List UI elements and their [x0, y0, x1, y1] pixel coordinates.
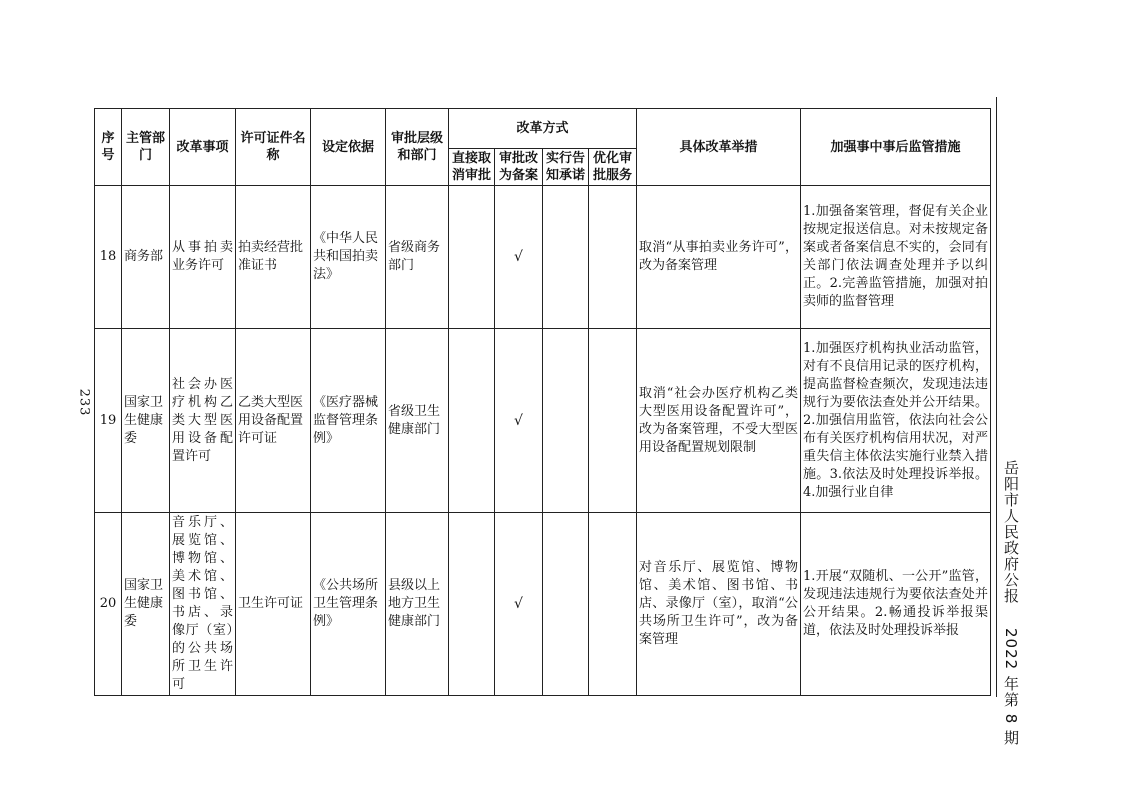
row-method-notify: [543, 186, 589, 329]
row-method-cancel: [449, 186, 495, 329]
journal-header: [1000, 460, 1022, 746]
row-level: 省级商务部门: [386, 186, 449, 329]
journal-title: 岳阳市人民政府公报: [1002, 460, 1020, 604]
row-seq: 19: [95, 329, 122, 513]
page-number: 233: [76, 388, 92, 417]
row-method-notify: [543, 513, 589, 696]
header-method-cancel: 直接取消审批: [449, 149, 495, 186]
row-level: 县级以上地方卫生健康部门: [386, 513, 449, 696]
row-method-optimize: [589, 186, 637, 329]
row-license: 乙类大型医用设备配置许可证: [236, 329, 311, 513]
header-method: 改革方式: [449, 109, 637, 149]
row-measures: 取消“社会办医疗机构乙类大型医用设备配置许可”，改为备案管理，不受大型医用设备配置规划限制: [637, 329, 801, 513]
row-dept: 国家卫生健康委: [122, 513, 170, 696]
row-method-record-mark: √: [495, 186, 543, 329]
header-supervision: 加强事中事后监管措施: [801, 109, 991, 186]
header-dept: 主管部门: [122, 109, 170, 186]
row-method-cancel: [449, 513, 495, 696]
row-license: 卫生许可证: [236, 513, 311, 696]
row-license: 拍卖经营批准证书: [236, 186, 311, 329]
row-measures: 取消“从事拍卖业务许可”，改为备案管理: [637, 186, 801, 329]
row-method-record-mark: √: [495, 513, 543, 696]
row-dept: 商务部: [122, 186, 170, 329]
row-method-notify: [543, 329, 589, 513]
table-row: [95, 513, 991, 696]
row-supervision: 1.加强备案管理，督促有关企业按规定报送信息。对未按规定备案或者备案信息不实的，会同有关部门依法调查处理并予以纠正。2.完善监管措施，加强对拍卖师的监督管理: [801, 186, 991, 329]
header-item: 改革事项: [170, 109, 236, 186]
header-row: [95, 109, 991, 149]
header-seq: 序号: [95, 109, 122, 186]
row-seq: 20: [95, 513, 122, 696]
row-item: 社会办医疗机构乙类大型医用设备配置许可: [170, 329, 236, 513]
row-measures: 对音乐厅、展览馆、博物馆、美术馆、图书馆、书店、录像厅（室），取消“公共场所卫生许可”，改为备案管理: [637, 513, 801, 696]
row-basis: 《医疗器械监督管理条例》: [311, 329, 386, 513]
header-basis: 设定依据: [311, 109, 386, 186]
reform-table: [94, 108, 991, 696]
row-supervision: 1.加强医疗机构执业活动监管，对有不良信用记录的医疗机构，提高监督检查频次，发现违法违规行为要依法查处并公开结果。2.加强信用监管，依法向社会公布有关医疗机构信用状况，对严重失信主体依法实施行业禁入措施。3.依法及时处理投诉举报。4.加强行业自律: [801, 329, 991, 513]
header-method-optimize: 优化审批服务: [589, 149, 637, 186]
row-basis: 《中华人民共和国拍卖法》: [311, 186, 386, 329]
row-basis: 《公共场所卫生管理条例》: [311, 513, 386, 696]
row-supervision: 1.开展“双随机、一公开”监管，发现违法违规行为要依法查处并公开结果。2.畅通投诉举报渠道，依法及时处理投诉举报: [801, 513, 991, 696]
table-row: [95, 329, 991, 513]
row-seq: 18: [95, 186, 122, 329]
row-method-record-mark: √: [495, 329, 543, 513]
header-license: 许可证件名称: [236, 109, 311, 186]
row-item: 从事拍卖业务许可: [170, 186, 236, 329]
header-measures: 具体改革举措: [637, 109, 801, 186]
row-method-optimize: [589, 513, 637, 696]
header-method-notify: 实行告知承诺: [543, 149, 589, 186]
header-level: 审批层级和部门: [386, 109, 449, 186]
row-level: 省级卫生健康部门: [386, 329, 449, 513]
row-method-cancel: [449, 329, 495, 513]
header-method-record: 审批改为备案: [495, 149, 543, 186]
row-method-optimize: [589, 329, 637, 513]
row-dept: 国家卫生健康委: [122, 329, 170, 513]
row-item: 音乐厅、展览馆、博物馆、美术馆、图书馆、书店、录像厅（室）的公共场所卫生许可: [170, 513, 236, 696]
table-row: [95, 186, 991, 329]
margin-divider: [996, 97, 997, 697]
issue-number: 2022 年第 8 期: [1002, 627, 1020, 746]
